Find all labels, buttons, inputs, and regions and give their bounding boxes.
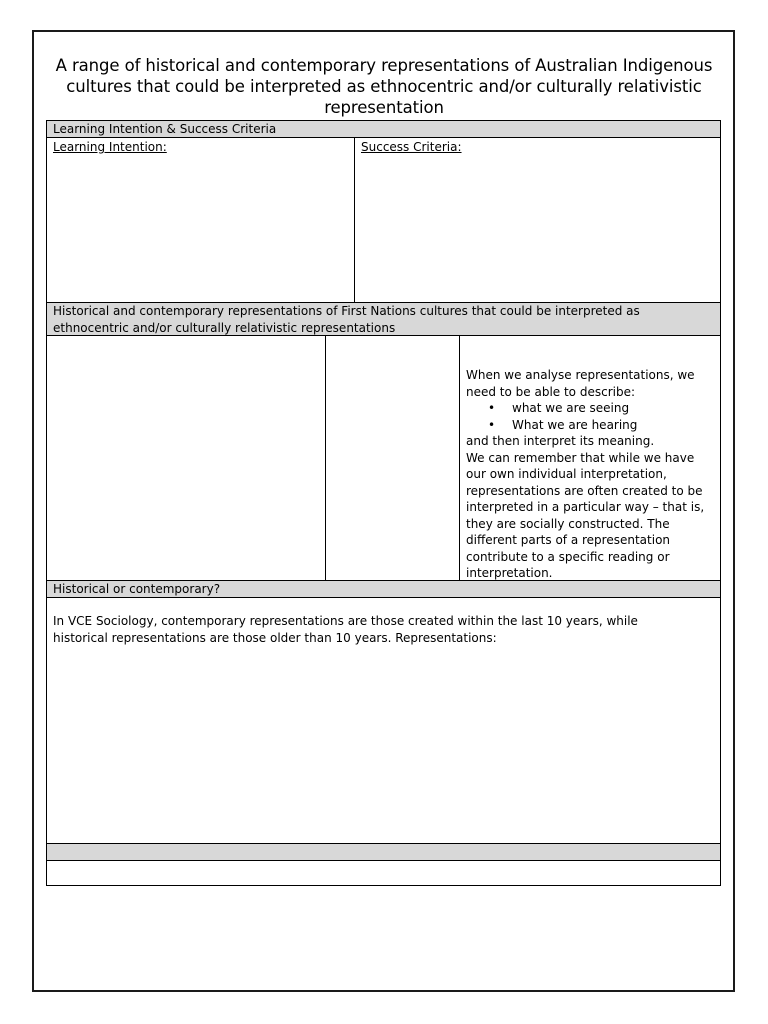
section-header-text: Historical and contemporary representations of First Nations cultures that could be interpreted as ethnocentric and/or culturally relativistic representations [53, 304, 640, 335]
analysis-notes [466, 367, 716, 582]
empty-section-header [46, 843, 721, 861]
bullet-text: what we are seeing [512, 401, 630, 415]
notes-bullet-item [466, 400, 716, 417]
learning-intention-cell[interactable] [47, 138, 354, 302]
representations-row [46, 335, 721, 581]
success-criteria-cell[interactable] [354, 138, 720, 302]
section-header-learning-intention [46, 120, 721, 138]
section-header-text: Learning Intention & Success Criteria [53, 122, 277, 136]
notes-bullet-list [466, 400, 716, 433]
learning-intention-label: Learning Intention: [53, 140, 167, 154]
bullet-icon: • [488, 401, 496, 415]
notes-intro: When we analyse representations, we need to be able to describe: [466, 368, 695, 399]
representation-cell-1[interactable] [47, 336, 325, 580]
empty-bottom-row[interactable] [46, 860, 721, 886]
bullet-text: What we are hearing [512, 417, 638, 432]
representation-cell-2[interactable] [325, 336, 459, 580]
analysis-notes-cell [459, 336, 720, 580]
notes-after-bullets: and then interpret its meaning. [466, 434, 655, 448]
success-criteria-label: Success Criteria: [361, 140, 462, 154]
historical-definition-text: In VCE Sociology, contemporary representations are those created within the last 10 years, while historical representations are those older than 10 years. Representations: [53, 614, 638, 645]
bullet-icon: • [488, 417, 496, 432]
notes-bullet-item [466, 417, 716, 434]
section-header-text: Historical or contemporary? [53, 582, 221, 596]
section-header-representations [46, 302, 721, 336]
document-title: A range of historical and contemporary representations of Australian Indigenous cultures that could be interpreted as ethnocentric and/or culturally relativistic representation [55, 56, 713, 117]
learning-intention-row [46, 137, 721, 303]
historical-or-contemporary-row[interactable] [46, 597, 721, 844]
notes-paragraph: We can remember that while we have our own individual interpretation, representations are often created to be interpreted in a particular way – that is, they are socially constructed. The different parts of a representation contribute to a specific reading or interpretation. [466, 450, 705, 580]
section-header-historical-or-contemporary [46, 580, 721, 598]
